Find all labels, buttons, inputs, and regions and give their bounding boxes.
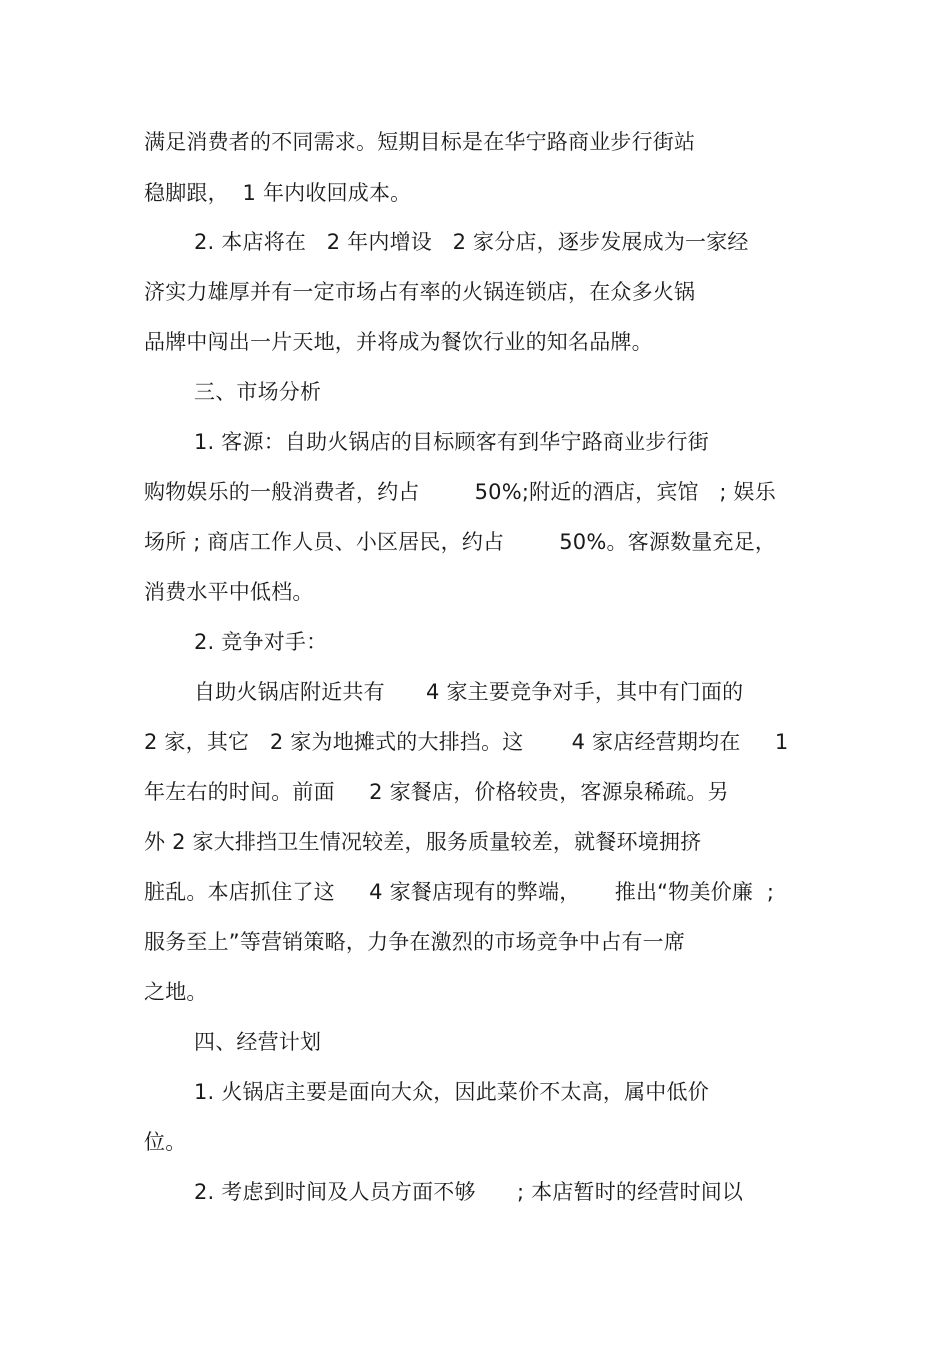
body-text-line: 济实力雄厚并有一定市场占有率的火锅连锁店，在众多火锅 <box>144 280 696 304</box>
body-text-line: 位。 <box>144 1130 187 1154</box>
body-text-line: 2 家，其它 2 家为地摊式的大排挡。这 4 家店经营期均在 1 <box>144 730 789 754</box>
body-text-line: 服务至上”等营销策略，力争在激烈的市场竞争中占有一席 <box>144 930 686 954</box>
body-text-line: 满足消费者的不同需求。短期目标是在华宁路商业步行街站 <box>144 130 696 154</box>
body-text-line: 年左右的时间。前面 2 家餐店，价格较贵，客源泉稀疏。另 <box>144 780 729 804</box>
body-text-line: 2. 考虑到时间及人员方面不够 ; 本店暂时的经营时间以 <box>194 1180 744 1204</box>
body-text-line: 品牌中闯出一片天地，并将成为餐饮行业的知名品牌。 <box>144 330 653 354</box>
body-text-line: 1. 火锅店主要是面向大众，因此菜价不太高，属中低价 <box>194 1080 709 1104</box>
body-text-line: 外 2 家大排挡卫生情况较差，服务质量较差，就餐环境拥挤 <box>144 830 702 854</box>
body-text-line: 2. 本店将在 2 年内增设 2 家分店，逐步发展成为一家经 <box>194 230 749 254</box>
body-text-line: 稳脚跟， 1 年内收回成本。 <box>144 181 412 205</box>
section-heading: 三、市场分析 <box>194 380 322 404</box>
body-text-line: 自助火锅店附近共有 4 家主要竞争对手，其中有门面的 <box>194 680 744 704</box>
section-heading: 四、经营计划 <box>194 1030 322 1054</box>
subsection-heading: 2. 竞争对手： <box>194 630 328 654</box>
body-text-line: 消费水平中低档。 <box>144 580 314 604</box>
body-text-line: 1. 客源：自助火锅店的目标顾客有到华宁路商业步行街 <box>194 430 709 454</box>
body-text-line: 脏乱。本店抓住了这 4 家餐店现有的弊端， 推出“物美价廉 ; <box>144 880 775 904</box>
body-text-line: 之地。 <box>144 980 208 1004</box>
body-text-line: 购物娱乐的一般消费者，约占 50%;附近的酒店，宾馆 ; 娱乐 <box>144 480 776 504</box>
body-text-line: 场所 ; 商店工作人员、小区居民，约占 50%。客源数量充足， <box>144 530 777 554</box>
